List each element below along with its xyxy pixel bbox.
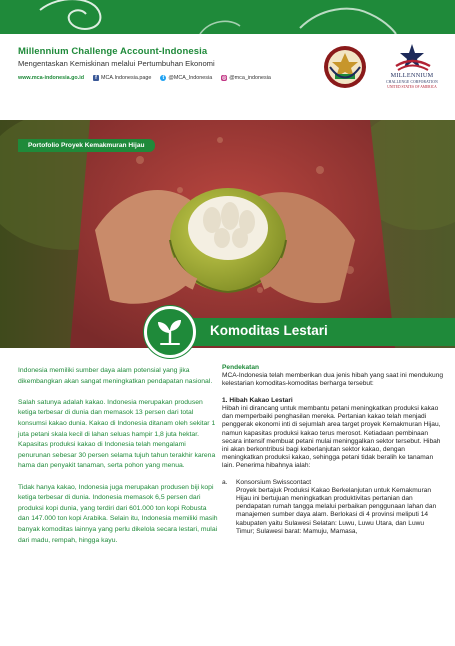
mcc-logo (386, 42, 438, 100)
cacao-paragraph: Salah satunya adalah kakao. Indonesia merupakan produsen ketiga terbesar di dunia dan memasok 13 persen dari total konsumsi kakao dunia. Kakao di Indonesia ditanam oleh sekitar 1 juta petani skala kecil di lahan seluas hampir 1,8 juta hektar. Kapasitas produksi kakao di Indonesia telah mengalami penurunan sebesar 30 persen selama tujuh tahun terakhir karena hama dan penyakit tanaman, serta pohon yang menua. (18, 398, 216, 470)
twitter-label: @MCA_Indonesia (168, 75, 213, 81)
section-title: Komoditas Lestari (210, 323, 328, 338)
mcc-line1: CHALLENGE CORPORATION (386, 80, 438, 84)
item-text: Proyek bertajuk Produksi Kakao Berkelanjutan untuk Kemakmuran Hijau ini bertujuan meningkatkan produktivitas pertanian dan pendapatan rumah tangga melalui perbaikan penggunaan lahan dan manajemen sumber daya alam. Berlokasi di 4 provinsi meliputi 14 kabupaten yaitu Sulawesi Selatan: Luwu, Luwu Utara, dan Luwu Timur; Sulawesi barat: Mamuju, Mamasa, (236, 486, 437, 535)
cacao-photo-illustration (0, 120, 455, 348)
sprout-icon (147, 309, 193, 355)
org-subtitle: Mengentaskan Kemiskinan melalui Pertumbuhan Ekonomi (18, 59, 215, 68)
top-banner (0, 0, 455, 34)
instagram-label: @mca_indonesia (229, 75, 271, 81)
item-title: Konsorsium Swisscontact (236, 478, 312, 486)
mca-indonesia-logo (322, 44, 368, 90)
instagram-icon: ◎ (222, 75, 227, 81)
right-column (222, 364, 444, 536)
item-body (236, 479, 444, 536)
grant-text: Hibah ini dirancang untuk membantu petani meningkatkan produksi kakao dan memperbaiki penghasilan mereka. Pertanian kakao telah menjadi penggerak ekonomi inti di sejumlah area target proyek Kemakmuran Hijau, namun kapasitas produksi kakao terus merosot. Ketiadaan pembinaan secara intensif membuat petani mulai meninggalkan sektor tersebut. Hibah ini akan berkontribusi bagi keberlanjutan sektor kakao, dengan meningkatkan produksi kakao, sehingga petani tidak beralih ke tanaman lain. Penerima hibahnya ialah: (222, 405, 441, 470)
decorative-swirl (0, 0, 455, 34)
mcc-line2: UNITED STATES OF AMERICA (387, 85, 437, 89)
list-item (222, 479, 444, 536)
hero-photo (0, 120, 455, 348)
facebook-link[interactable] (93, 75, 151, 81)
item-letter: a. (222, 478, 228, 486)
portfolio-tag: Portofolio Proyek Kemakmuran Hijau (18, 139, 155, 152)
approach-heading: Pendekatan (222, 364, 260, 371)
org-title: Millennium Challenge Account-Indonesia (18, 46, 208, 57)
grant-heading: 1. Hibah Kakao Lestari (222, 396, 293, 404)
twitter-link[interactable] (160, 75, 212, 81)
left-column (18, 366, 218, 557)
facebook-icon: f (93, 75, 99, 81)
facebook-label: MCA.Indonesia.page (101, 75, 152, 81)
mcc-star-icon (386, 42, 438, 72)
sprout-badge (144, 306, 196, 358)
approach-text: MCA-Indonesia telah memberikan dua jenis hibah yang saat ini mendukung kelestarian komoditas-komoditas berharga tersebut: (222, 372, 444, 388)
coffee-paragraph: Tidak hanya kakao, Indonesia juga merupakan produsen biji kopi ketiga terbesar di dunia. Indonesia memasok 6,5 persen dari produksi kopi dunia, yang terdiri dari 601.000 ton kopi Robusta dan 147.000 ton kopi Arabika. Selain itu, Indonesia memiliki masih banyak komoditas lainnya yang perlu dikelola secara lestari, mulai dari madu, rempah, hingga kayu. (18, 483, 218, 544)
mcc-name: MILLENNIUM (390, 72, 434, 79)
instagram-link[interactable] (221, 75, 271, 81)
contact-row (18, 75, 271, 81)
website-link[interactable]: www.mca-indonesia.go.id (18, 75, 84, 81)
header (0, 34, 455, 120)
intro-paragraph: Indonesia memiliki sumber daya alam potensial yang jika dikembangkan akan sangat meningkatkan pendapatan nasional. (18, 367, 213, 385)
twitter-icon: t (160, 75, 166, 81)
